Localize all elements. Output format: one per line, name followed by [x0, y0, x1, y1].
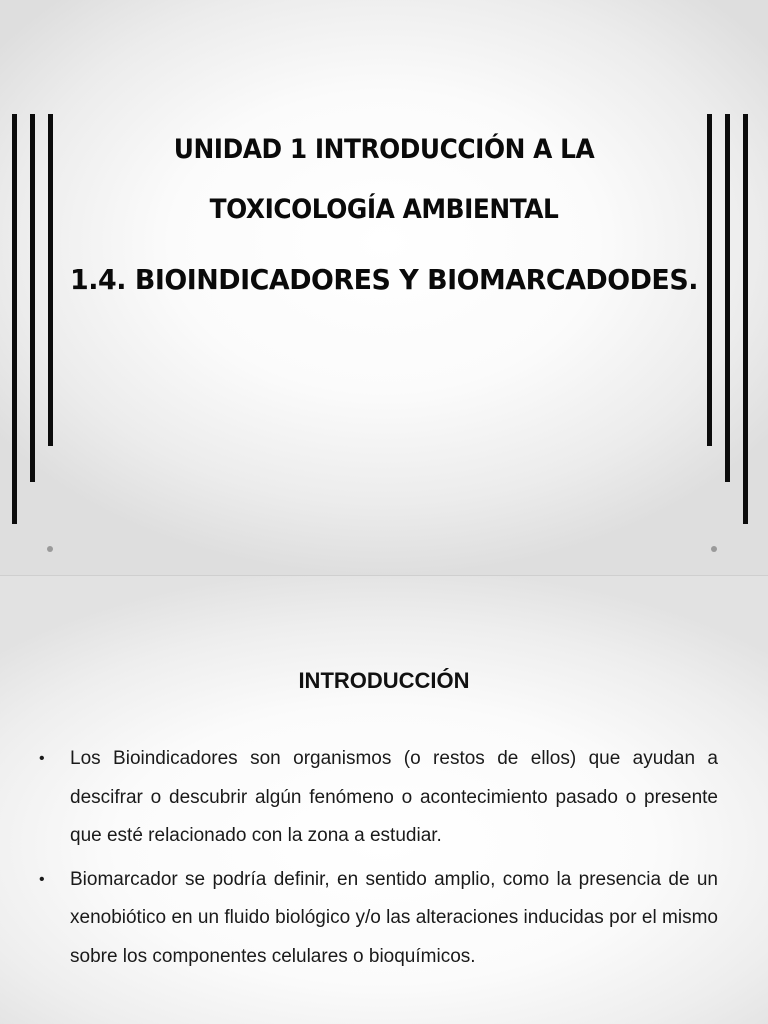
right-decor-dot	[711, 546, 717, 552]
section-heading: INTRODUCCIÓN	[298, 668, 470, 693]
bullet-item	[34, 740, 718, 856]
right-decor-bar-2	[725, 114, 730, 482]
content-slide	[0, 576, 768, 1024]
bullet-icon: •	[39, 750, 45, 767]
bullet-list	[34, 740, 718, 981]
bullet-item	[34, 861, 718, 977]
left-decor-bar-2	[30, 114, 35, 482]
bullet-icon: •	[39, 870, 45, 888]
left-decor-dot	[47, 546, 53, 552]
title-line-1: UNIDAD 1 INTRODUCCIÓN A LA	[173, 134, 595, 165]
title-line-2: TOXICOLOGÍA AMBIENTAL	[209, 194, 559, 225]
bullet-text: Biomarcador se podría definir, en sentido amplio, como la presencia de un xenobiótico en un fluido biológico y/o las alteraciones inducidas por el mismo sobre los componentes celulares o bioquímicos.	[70, 868, 718, 967]
right-decor-bar-3	[743, 114, 748, 524]
left-decor-bar-1	[12, 114, 17, 524]
subtitle-line: 1.4. BIOINDICADORES Y BIOMARCADODES.	[70, 263, 698, 296]
bullet-text: Los Bioindicadores son organismos (o restos de ellos) que ayudan a descifrar o descubrir algún fenómeno o acontecimiento pasado o presente que esté relacionado con la zona a estudiar.	[70, 748, 718, 846]
